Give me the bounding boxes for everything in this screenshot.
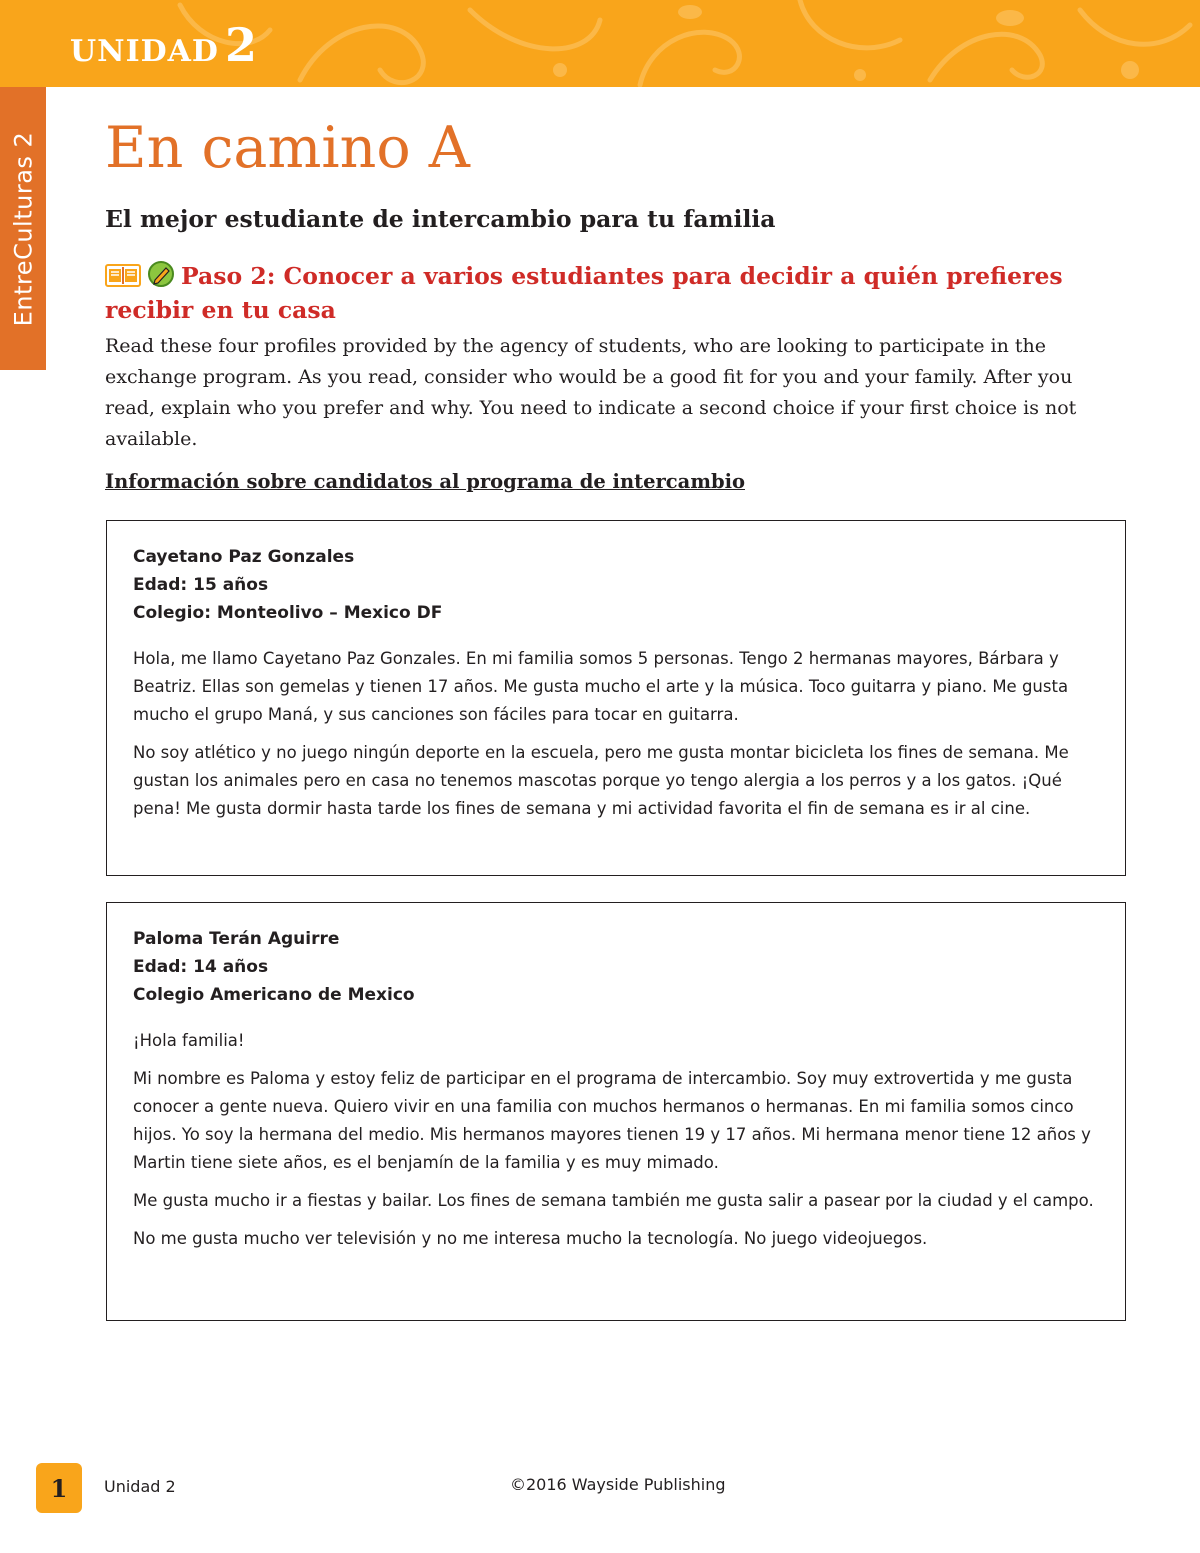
section-heading: Información sobre candidatos al programa de intercambio: [105, 470, 745, 493]
page-number: 1: [36, 1463, 82, 1513]
book-icon: [105, 262, 141, 295]
candidate-paragraph: Mi nombre es Paloma y estoy feliz de participar en el programa de intercambio. Soy muy extrovertida y me gusta conocer a gente nueva. Quiero vivir en una familia con muchos hermanos o hermanas. En mi familia somos cinco hijos. Yo soy la hermana del medio. Mis hermanos mayores tienen 19 y 17 años. Mi hermana menor tiene 12 años y Martin tiene siete años, es el benjamín de la familia y es muy mimado.: [133, 1069, 1091, 1172]
page-subtitle: El mejor estudiante de intercambio para tu familia: [105, 205, 776, 233]
candidate-age: Edad: 14 años: [133, 957, 269, 977]
unit-word: UNIDAD: [70, 34, 219, 69]
footer-unit: Unidad 2: [104, 1477, 176, 1496]
page-title: En camino A: [105, 115, 470, 181]
unit-number: 2: [224, 18, 258, 72]
step-section: [105, 260, 1125, 455]
pencil-globe-icon: [147, 260, 175, 295]
header-band: [0, 0, 1200, 87]
candidate-school: Colegio: Monteolivo – Mexico DF: [133, 603, 443, 623]
candidate-card: [106, 902, 1126, 1321]
candidate-card: [106, 520, 1126, 876]
unit-label: [70, 18, 258, 72]
candidate-name: Paloma Terán Aguirre: [133, 929, 340, 949]
candidate-name: Cayetano Paz Gonzales: [133, 547, 355, 567]
candidate-school: Colegio Americano de Mexico: [133, 985, 415, 1005]
candidate-age: Edad: 15 años: [133, 575, 269, 595]
side-tab: [0, 87, 46, 370]
candidate-paragraph: Hola, me llamo Cayetano Paz Gonzales. En mi familia somos 5 personas. Tengo 2 hermanas mayores, Bárbara y Beatriz. Ellas son gemelas y tienen 17 años. Me gusta mucho el arte y la música. Toco guitarra y piano. Me gusta mucho el grupo Maná, y sus canciones son fáciles para tocar en guitarra.: [133, 649, 1069, 724]
candidate-paragraph: ¡Hola familia!: [133, 1031, 245, 1050]
step-heading: [105, 260, 1125, 325]
side-tab-label: EntreCulturas 2: [9, 131, 37, 326]
candidate-paragraph: Me gusta mucho ir a fiestas y bailar. Los fines de semana también me gusta salir a pasear por la ciudad y el campo.: [133, 1191, 1094, 1210]
step-heading-text: Paso 2: Conocer a varios estudiantes para decidir a quién prefieres recibir en tu casa: [105, 262, 1063, 324]
candidate-info: [133, 925, 1099, 1009]
candidate-paragraph: No me gusta mucho ver televisión y no me interesa mucho la tecnología. No juego videojuegos.: [133, 1229, 928, 1248]
step-instructions: Read these four profiles provided by the agency of students, who are looking to participate in the exchange program. As you read, consider who would be a good fit for you and your family. After you read, explain who you prefer and why. You need to indicate a second choice if your first choice is not available.: [105, 335, 1077, 450]
footer-copyright: ©2016 Wayside Publishing: [510, 1475, 726, 1494]
candidate-paragraph: No soy atlético y no juego ningún deporte en la escuela, pero me gusta montar bicicleta los fines de semana. Me gustan los animales pero en casa no tenemos mascotas porque yo tengo alergia a los perros y a los gatos. ¡Qué pena! Me gusta dormir hasta tarde los fines de semana y mi actividad favorita el fin de semana es ir al cine.: [133, 743, 1069, 818]
candidate-info: [133, 543, 1099, 627]
